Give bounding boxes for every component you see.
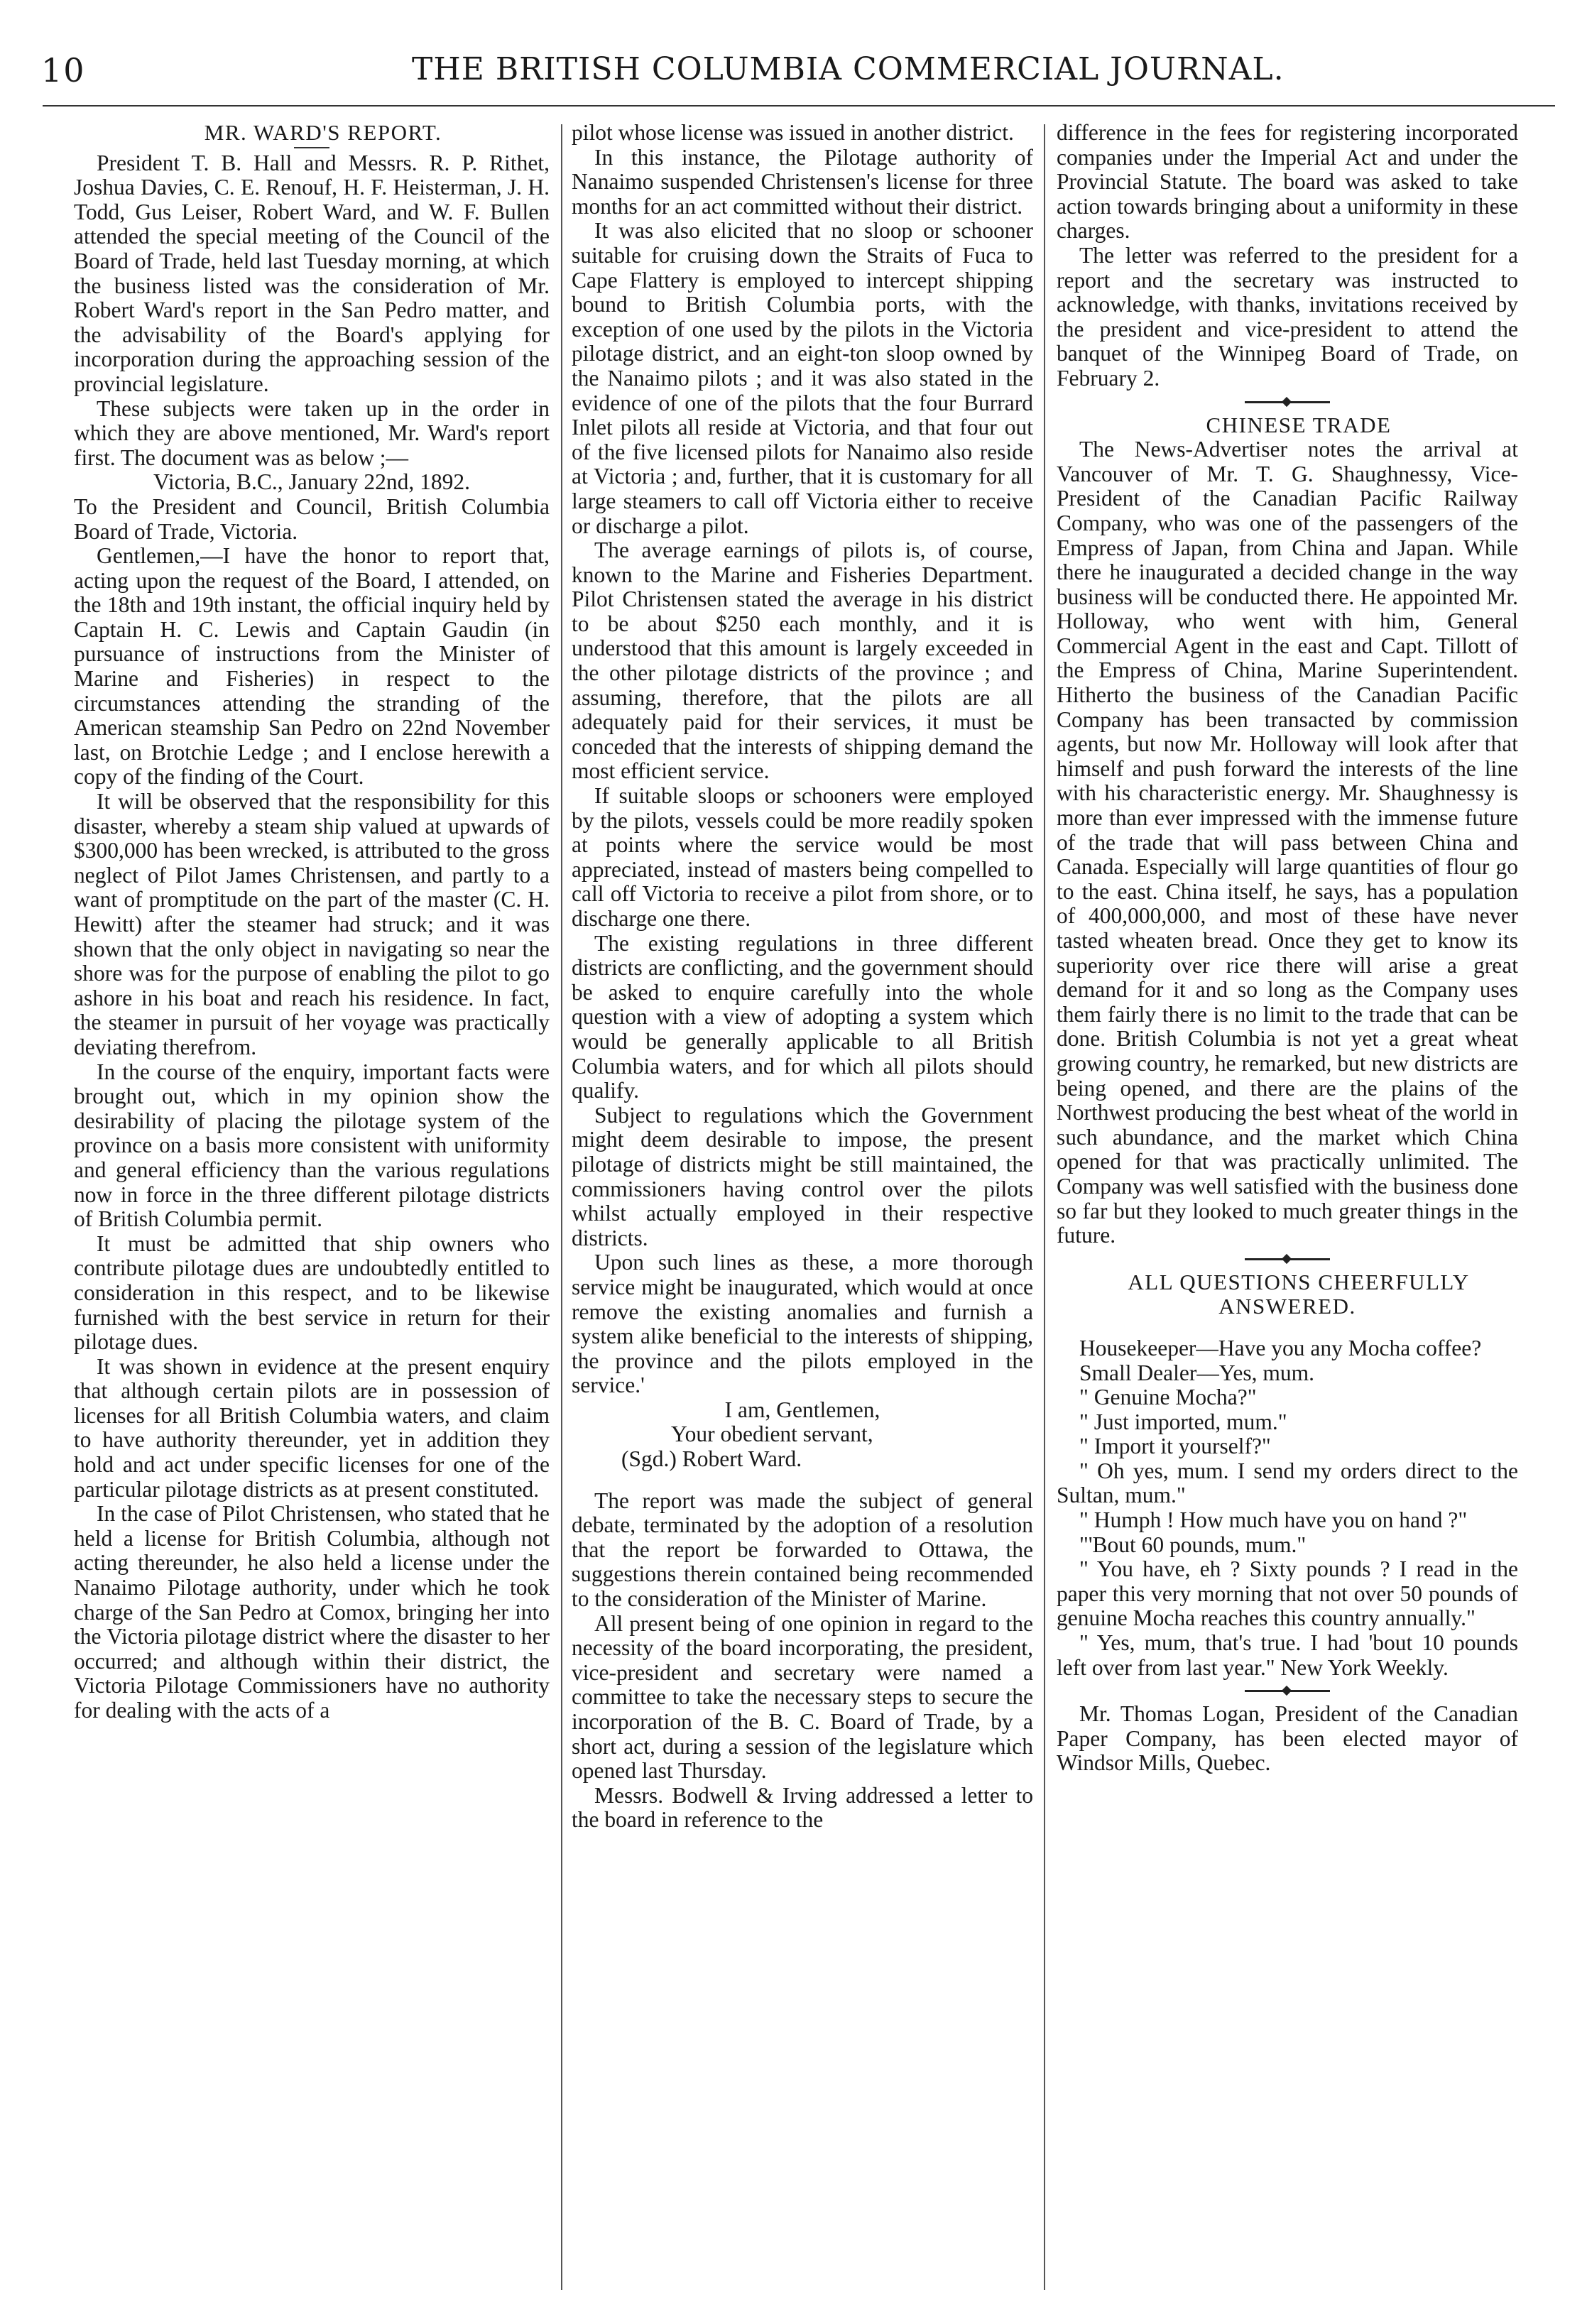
paragraph: The report was made the subject of general debate, terminated by the adoption of a resolution that the report be forwarded to Ottawa, the suggestions therein contained being recommended to the consideration of the Minister of Marine. [572,1488,1033,1612]
signature-line: I am, Gentlemen, [724,1397,880,1422]
paragraph: These subjects were taken up in the order in which they are above mentioned, Mr. Ward's report first. The document was as below ;— [74,395,550,470]
paragraph: Upon such lines as these, a more thorough service might be inaugurated, which would at once remove the existing anomalies and furnish a system alike beneficial to the interests of shipping, the province and the pilots employed in the service.' [572,1250,1033,1398]
journal-title: THE BRITISH COLUMBIA COMMERCIAL JOURNAL. [412,51,1285,87]
dialogue-line: Small Dealer—Yes, mum. [1079,1360,1315,1385]
section-divider [1245,1690,1330,1692]
spacer [572,1472,1033,1489]
paragraph: The average earnings of pilots is, of course, known to the Marine and Fisheries Department. Pilot Christensen stated the average in his district to be about $250 each monthly, and it is understood that this amount is largely exceeded in the other pilotage districts of the province ; and assuming, therefore, that the pilots are all adequately paid for their services, it must be conceded that the interests of shipping demand the most efficient service. [572,538,1033,784]
heading-dash [294,147,329,148]
article-heading: ALL QUESTIONS CHEERFULLY ANSWERED. [1128,1269,1470,1319]
paragraph: Mr. Thomas Logan, President of the Canadian Paper Company, has been elected mayor of Windsor Mills, Quebec. [1057,1701,1518,1776]
paragraph: In the course of the enquiry, important facts were brought out, which in my opinion show the desirability of placing the pilotage system of the province on a basis more consistent with uniformity and general efficiency than the various regulations now in force in the three different pilotage districts of British Columbia permit. [74,1059,550,1232]
dialogue-line: " Just imported, mum." [1079,1409,1287,1434]
column-1 [74,121,550,1723]
paragraph: President T. B. Hall and Messrs. R. P. Rithet, Joshua Davies, C. E. Renouf, H. F. Heisterman, J. H. Todd, Gus Leiser, Robert Ward, and W. F. Bullen attended the special meeting of the Council of the Board of Trade, held last Tuesday morning, at which the business listed was the consideration of Mr. Robert Ward's report in the San Pedro matter, and the advisability of the Board's applying for incorporation during the approaching session of the provincial legislature. [74,150,550,396]
paragraph: Subject to regulations which the Government might deem desirable to impose, the present pilotage of districts might be still maintained, the commissioners having control over the pilots whilst actually employed in their respective districts. [572,1102,1033,1250]
dialogue-line: " Genuine Mocha?" [1079,1385,1257,1410]
header-rule [43,105,1555,107]
paragraph: The News-Advertiser notes the arrival at Vancouver of Mr. T. G. Shaughnessy, Vice-President of the Canadian Pacific Railway Company, who was one of the passengers of the Empress of Japan, from China and Japan. While there he inaugurated a decided change in the way business will be conducted there. He appointed Mr. Holloway, who went with him, General Commercial Agent in the east and Capt. Tillott of the Empress of China, Marine Superintendent. Hitherto the business of the Canadian Pacific Company has been transacted by commission agents, but now Mr. Holloway will look after that himself and push forward the interests of the line with his characteristic energy. Mr. Shaughnessy is more than ever impressed with the immense future of the trade that will pass between China and Canada. Especially will large quantities of flour go to the east. China itself, he says, has a population of 400,000,000, and most of these have never tasted wheaten bread. Once they get to know its superiority over rice there will arise a great demand for it and so long as the Company uses them fairly there is no limit to the trade that can be done. British Columbia is not yet a great wheat growing country, he remarked, but new districts are being opened, and there are the plains of the Northwest producing the best wheat of the world in such abundance, and the market which China opened for that was practically unlimited. The Company was well satisfied with the business done so far but they looked to much greater things in the future. [1057,437,1518,1248]
paragraph: It was also elicited that no sloop or schooner suitable for cruising down the Straits of Fuca to Cape Flattery is employed to intercept shipping bound to British Columbia ports, with the exception of one used by the pilots in the Victoria pilotage district, and an eight-ton sloop owned by the Nanaimo pilots ; and it was also stated in the evidence of one of the pilots that the four Burrard Inlet pilots all reside at Victoria, and that four out of the five licensed pilots for Nanaimo also reside at Victoria ; and, further, that it is customary for all large steamers to call off Victoria either to receive or discharge a pilot. [572,218,1033,538]
column-rule [1044,124,1045,2290]
paragraph: difference in the fees for registering incorporated companies under the Imperial Act and under the Provincial Statute. The board was asked to take action towards bringing about a uniformity in these charges. [1057,120,1518,244]
dialogue-line: Housekeeper—Have you any Mocha coffee? [1079,1335,1482,1360]
paragraph: Messrs. Bodwell & Irving addressed a letter to the board in reference to the [572,1782,1033,1833]
paragraph: If suitable sloops or schooners were employed by the pilots, vessels could be more readily spoken at points where the service would be most appreciated, instead of masters being compelled to call off Victoria to receive a pilot from shore, or to discharge one there. [572,783,1033,931]
signature-name: (Sgd.) Robert Ward. [621,1446,802,1472]
signature-line: Your obedient servant, [671,1422,873,1447]
dialogue-line: "'Bout 60 pounds, mum." [1079,1532,1307,1557]
paragraph: It will be observed that the responsibility for this disaster, whereby a steam ship valued at upwards of $300,000 has been wrecked, is attributed to the gross neglect of Pilot James Christensen, and partly to a want of promptitude on the part of the master (C. H. Hewitt) after the steamer had struck; and it was shown that the only object in navigating so near the shore was for the purpose of enabling the pilot to go ashore in his boat and reach his residence. In fact, the steamer in pursuit of her voyage was practically deviating therefrom. [74,789,550,1059]
page-number: 10 [41,51,86,89]
dialogue-line: " You have, eh ? Sixty pounds ? I read in the paper this very morning that not over 50 pounds of genuine Mocha reaches this country annually." [1057,1556,1518,1631]
paragraph: In the case of Pilot Christensen, who stated that he held a license for British Columbia, although not acting thereunder, he also held a license under the Nanaimo Pilotage authority, under which he took charge of the San Pedro at Comox, bringing her into the Victoria pilotage district where the disaster to her occurred; and although within their district, the Victoria Pilotage Commissioners have no authority for dealing with the acts of a [74,1501,550,1723]
paragraph: In this instance, the Pilotage authority of Nanaimo suspended Christensen's license for three months for an act committed without their district. [572,144,1033,219]
section-divider [1245,1258,1330,1260]
section-divider [1245,401,1330,403]
paragraph: The existing regulations in three different districts are conflicting, and the government should be asked to enquire carefully into the whole question with a view of adopting a system which would be generally applicable to all British Columbia waters, and for which all pilots should qualify. [572,930,1033,1103]
paragraph: Gentlemen,—I have the honor to report that, acting upon the request of the Board, I attended, on the 18th and 19th instant, the official inquiry held by Captain H. C. Lewis and Captain Gaudin (in pursuance of instructions from the Minister of Marine and Fisheries) in respect to the circumstances attending the stranding of the American steamship San Pedro on 22nd November last, on Brotchie Ledge ; and I enclose herewith a copy of the finding of the Court. [74,543,550,790]
dialogue-line: " Humph ! How much have you on hand ?" [1079,1507,1468,1533]
paragraph: It was shown in evidence at the present enquiry that although certain pilots are in possession of licenses for all British Columbia waters, and claim to have authority thereunder, yet in addition they hold and act under specific licenses for one of the particular pilotage districts as at present constituted. [74,1353,550,1502]
dateline: Victoria, B.C., January 22nd, 1892. [153,469,471,495]
column-3 [1057,121,1518,1776]
dialogue-line: " Import it yourself?" [1079,1434,1271,1459]
paragraph: It must be admitted that ship owners who contribute pilotage dues are undoubtedly entitled to consideration in this respect, and to be likewise furnished with the best service in return for their pilotage dues. [74,1231,550,1355]
article-heading: MR. WARD'S REPORT. [204,120,442,145]
column-2 [572,121,1033,1833]
spacer [1057,1319,1518,1336]
paragraph: All present being of one opinion in regard to the necessity of the board incorporating, the president, vice-president and secretary were named a committee to take the necessary steps to secure the incorporation of the B. C. Board of Trade, by a short act, during a session of the legislature which opened last Thursday. [572,1610,1033,1784]
paragraph: The letter was referred to the president for a report and the secretary was instructed to acknowledge, with thanks, invitations received by the president and vice-president to attend the banquet of the Winnipeg Board of Trade, on February 2. [1057,242,1518,391]
dialogue-line: " Oh yes, mum. I send my orders direct to the Sultan, mum." [1057,1458,1518,1508]
paragraph: pilot whose license was issued in another district. [572,120,1014,145]
column-rule [561,124,562,2290]
address-line: To the President and Council, British Columbia Board of Trade, Victoria. [74,493,550,544]
article-heading: CHINESE TRADE [1206,412,1392,437]
dialogue-line: " Yes, mum, that's true. I had 'bout 10 pounds left over from last year." New York Weekly. [1057,1630,1518,1680]
